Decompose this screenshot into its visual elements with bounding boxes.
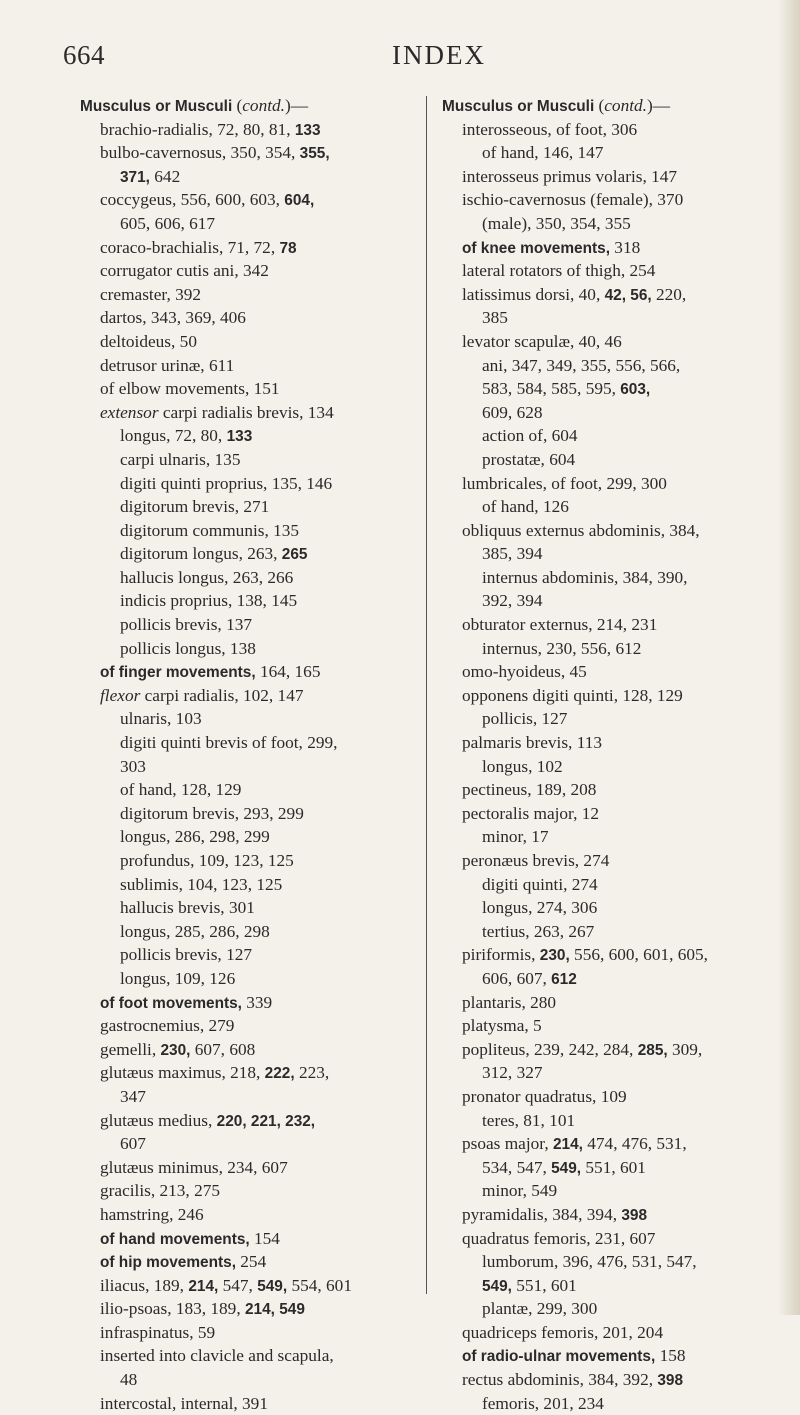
entry-text: lumbricales, of foot, 299, 300 (462, 473, 667, 493)
entry-text: digitorum brevis, 271 (120, 497, 270, 517)
index-entry (442, 1038, 772, 1062)
page-header (0, 40, 800, 80)
index-entry (80, 424, 410, 448)
entry-text: plantæ, 299, 300 (482, 1299, 598, 1319)
entry-text: levator scapulæ, 40, 46 (462, 331, 622, 351)
index-entry (80, 1392, 410, 1415)
entry-text: popliteus, 239, 242, 284, (462, 1039, 638, 1059)
entry-text: carpi radialis, 102, 147 (140, 685, 304, 705)
index-entry (80, 1368, 410, 1392)
index-entry (442, 472, 772, 496)
index-entry (442, 1014, 772, 1038)
entry-text: 556, 600, 601, 605, (569, 945, 708, 965)
entry-text: 612 (551, 970, 577, 988)
index-entry (80, 967, 410, 991)
entry-text: pectineus, 189, 208 (462, 780, 597, 800)
entry-text: longus, 274, 306 (482, 898, 598, 918)
entry-text: 285, (637, 1041, 668, 1059)
entry-text: peronæus brevis, 274 (462, 851, 610, 870)
entry-text: 607 (120, 1134, 146, 1154)
entry-text: hallucis longus, 263, 266 (120, 567, 294, 587)
index-entry (80, 330, 410, 354)
index-entry (80, 660, 410, 684)
index-entry (80, 707, 410, 731)
entry-text: 158 (655, 1346, 686, 1366)
index-entry (442, 212, 772, 236)
index-entry (442, 448, 772, 472)
entry-text: internus abdominis, 384, 390, (482, 567, 688, 587)
index-entry (442, 1297, 772, 1321)
index-entry (80, 920, 410, 944)
index-entry (442, 1109, 772, 1133)
entry-text: sublimis, 104, 123, 125 (120, 874, 283, 894)
entry-text: carpi ulnaris, 135 (120, 449, 241, 469)
entry-text: gemelli, (100, 1039, 161, 1059)
index-entry (442, 637, 772, 661)
entry-text: longus, 285, 286, 298 (120, 921, 270, 941)
entry-text: prostatæ, 604 (482, 449, 576, 469)
entry-text: 474, 476, 531, (582, 1134, 687, 1154)
entry-text: of foot movements, (100, 994, 242, 1012)
entry-text: 347 (120, 1086, 146, 1106)
entry-text: 385, 394 (482, 544, 543, 564)
entry-text: contd. (242, 96, 285, 115)
entry-text: latissimus dorsi, 40, (462, 284, 605, 304)
entry-text: ischio-cavernosus (female), 370 (462, 190, 684, 210)
entry-text: brachio-radialis, 72, 80, 81, (100, 119, 295, 139)
index-entry (442, 589, 772, 613)
index-entry (80, 1061, 410, 1085)
page-title: INDEX (392, 40, 486, 70)
entry-text: Musculus or Musculi (80, 98, 237, 115)
entry-text: 609, 628 (482, 402, 543, 422)
entry-text: 164, 165 (255, 662, 321, 682)
entry-text: of hip movements, (100, 1254, 236, 1272)
index-entry (442, 873, 772, 897)
index-entry (442, 613, 772, 637)
entry-text: platysma, 5 (462, 1016, 542, 1036)
entry-text: femoris, 201, 234 (482, 1393, 604, 1413)
entry-text: 385 (482, 308, 508, 328)
index-entry (80, 589, 410, 613)
index-entry (80, 849, 410, 873)
entry-text: 214, (188, 1277, 219, 1295)
index-entry (442, 660, 772, 684)
entry-text: glutæus maximus, 218, (100, 1063, 265, 1083)
index-entry (442, 330, 772, 354)
index-entry (80, 472, 410, 496)
entry-text: )— (284, 96, 309, 115)
index-entry (80, 1321, 410, 1345)
index-entry (80, 354, 410, 378)
entry-text: hamstring, 246 (100, 1204, 204, 1224)
entry-text: 265 (281, 546, 308, 564)
entry-text: 230, (160, 1041, 191, 1059)
entry-text: of hand, 146, 147 (482, 143, 604, 163)
index-entry (80, 1014, 410, 1038)
index-entry (442, 731, 772, 755)
entry-text: pollicis, 127 (482, 709, 568, 729)
index-entry (442, 495, 772, 519)
index-entry (80, 731, 410, 755)
entry-text: 230, (539, 947, 570, 965)
entry-text: glutæus minimus, 234, 607 (100, 1157, 288, 1177)
index-entry (442, 283, 772, 307)
entry-text: of hand, 128, 129 (120, 780, 242, 800)
entry-text: bulbo-cavernosus, 350, 354, (100, 143, 300, 163)
index-entry (80, 495, 410, 519)
entry-text: 549, (551, 1159, 582, 1177)
entry-text: ani, 347, 349, 355, 556, 566, (482, 355, 681, 375)
index-entry (442, 920, 772, 944)
index-entry (442, 118, 772, 142)
index-entry (442, 1179, 772, 1203)
entry-text: of hand movements, (100, 1230, 250, 1248)
entry-text: opponens digiti quinti, 128, 129 (462, 685, 683, 705)
index-entry (80, 1203, 410, 1227)
index-entry (80, 1297, 410, 1321)
entry-text: plantaris, 280 (462, 992, 557, 1012)
index-entry (442, 236, 772, 260)
entry-text: 254 (235, 1252, 267, 1272)
entry-text: 133 (226, 428, 253, 446)
entry-text: coccygeus, 556, 600, 603, (100, 190, 285, 210)
entry-text: ilio-psoas, 183, 189, (100, 1299, 245, 1319)
entry-text: 605, 606, 617 (120, 213, 216, 233)
entry-text: longus, 102 (482, 756, 563, 776)
entry-text: 604, (284, 192, 315, 210)
entry-text: 42, 56, (604, 286, 652, 304)
entry-text: digitorum brevis, 293, 299 (120, 803, 304, 823)
entry-text: carpi radialis brevis, 134 (158, 402, 334, 422)
entry-text: psoas major, (462, 1134, 553, 1154)
entry-text: )— (646, 96, 671, 115)
entry-text: digitorum communis, 135 (120, 520, 300, 540)
index-entry (442, 1061, 772, 1085)
entry-text: inserted into clavicle and scapula, (100, 1346, 334, 1366)
index-entry (80, 401, 410, 425)
index-entry (442, 1368, 772, 1392)
index-entry (80, 943, 410, 967)
entry-text: 603, (620, 381, 651, 399)
entry-text: coraco-brachialis, 71, 72, (100, 237, 280, 257)
entry-text: 222, (264, 1065, 295, 1083)
index-entry (442, 377, 772, 401)
entry-text: 583, 584, 585, 595, (482, 379, 621, 399)
index-entry (442, 542, 772, 566)
index-entry (442, 1156, 772, 1180)
entry-text: of radio-ulnar movements, (462, 1348, 656, 1366)
index-entry (80, 1274, 410, 1298)
index-entry (80, 566, 410, 590)
entry-text: 303 (120, 756, 146, 776)
entry-text: digiti quinti proprius, 135, 146 (120, 473, 333, 493)
index-entry (80, 141, 410, 165)
entry-text: 133 (294, 121, 321, 139)
index-entry (442, 778, 772, 802)
entry-text: 392, 394 (482, 591, 543, 611)
index-entry (442, 1274, 772, 1298)
entry-text: 371, (120, 168, 150, 186)
entry-text: profundus, 109, 123, 125 (120, 851, 294, 870)
entry-text: minor, 17 (482, 827, 549, 847)
index-entry (80, 637, 410, 661)
index-entry (442, 707, 772, 731)
index-entry (442, 1132, 772, 1156)
index-entry (442, 401, 772, 425)
entry-text: of elbow movements, 151 (100, 379, 280, 399)
index-entry (80, 825, 410, 849)
entry-text: 220, 221, 232, (216, 1112, 316, 1130)
entry-text: ( (598, 96, 605, 115)
entry-text: action of, 604 (482, 426, 578, 446)
entry-text: obliquus externus abdominis, 384, (462, 520, 700, 540)
entry-text: 547, (218, 1275, 258, 1295)
index-entry (442, 755, 772, 779)
entry-text: 549, (482, 1277, 512, 1295)
entry-text: longus, 72, 80, (120, 426, 227, 446)
entry-text: contd. (604, 96, 647, 115)
index-entry (80, 1250, 410, 1274)
index-entry (80, 1132, 410, 1156)
index-entry (442, 991, 772, 1015)
index-entry (442, 188, 772, 212)
index-entry (80, 613, 410, 637)
entry-text: deltoideus, 50 (100, 331, 197, 351)
entry-text: glutæus medius, (100, 1110, 217, 1130)
entry-text: digitorum longus, 263, (120, 544, 282, 564)
entry-text: dartos, 343, 369, 406 (100, 308, 246, 328)
entry-text: infraspinatus, 59 (100, 1322, 216, 1342)
entry-text: pectoralis major, 12 (462, 803, 600, 823)
index-entry (442, 1344, 772, 1368)
entry-text: 398 (621, 1206, 648, 1224)
entry-text: corrugator cutis ani, 342 (100, 261, 269, 281)
entry-text: longus, 286, 298, 299 (120, 827, 270, 847)
entry-text: omo-hyoideus, 45 (462, 662, 587, 682)
entry-text: 549, (257, 1277, 288, 1295)
entry-text: palmaris brevis, 113 (462, 733, 602, 753)
entry-text: 339 (241, 992, 273, 1012)
entry-text: pollicis brevis, 137 (120, 615, 252, 635)
entry-text: pronator quadratus, 109 (462, 1086, 627, 1106)
entry-text: longus, 109, 126 (120, 968, 236, 988)
entry-text: (male), 350, 354, 355 (482, 213, 631, 233)
index-entry (80, 1227, 410, 1251)
entry-text: flexor (100, 685, 141, 705)
entry-text: 551, 601 (511, 1275, 577, 1295)
index-entry (80, 778, 410, 802)
index-entry (80, 1156, 410, 1180)
index-entry (442, 1392, 772, 1415)
entry-text: lateral rotators of thigh, 254 (462, 261, 656, 281)
index-entry (442, 943, 772, 967)
entry-text: lumborum, 396, 476, 531, 547, (482, 1252, 697, 1272)
page-number: 664 (63, 40, 105, 70)
entry-text: pollicis longus, 138 (120, 638, 256, 658)
index-entry (80, 188, 410, 212)
index-column-left (80, 94, 410, 1415)
entry-text: hallucis brevis, 301 (120, 898, 255, 918)
index-entry (442, 684, 772, 708)
entry-text: 607, 608 (190, 1039, 256, 1059)
index-entry (80, 118, 410, 142)
entry-text: iliacus, 189, (100, 1275, 189, 1295)
index-entry (80, 684, 410, 708)
index-entry (442, 802, 772, 826)
entry-text: 355, (299, 145, 330, 163)
index-entry (80, 165, 410, 189)
entry-text: extensor (100, 402, 159, 422)
index-entry (80, 896, 410, 920)
index-heading (80, 94, 410, 118)
entry-text: 223, (294, 1063, 330, 1083)
entry-text: interosseus primus volaris, 147 (462, 166, 678, 186)
index-entry (442, 141, 772, 165)
index-entry (442, 1250, 772, 1274)
index-entry (442, 1321, 772, 1345)
column-divider (426, 96, 427, 1294)
entry-text: gracilis, 213, 275 (100, 1181, 220, 1201)
entry-text: 48 (120, 1370, 138, 1390)
entry-text: cremaster, 392 (100, 284, 202, 304)
index-entry (80, 448, 410, 472)
entry-text: 534, 547, (482, 1157, 552, 1177)
entry-text: 318 (609, 237, 641, 257)
index-entry (80, 755, 410, 779)
index-entry (80, 873, 410, 897)
entry-text: ulnaris, 103 (120, 709, 202, 729)
entry-text: gastrocnemius, 279 (100, 1016, 235, 1036)
entry-text: pyramidalis, 384, 394, (462, 1204, 622, 1224)
index-entry (80, 1179, 410, 1203)
index-entry (442, 825, 772, 849)
index-entry (442, 1203, 772, 1227)
entry-text: 312, 327 (482, 1063, 543, 1083)
entry-text: piriformis, (462, 945, 540, 965)
index-entry (442, 424, 772, 448)
entry-text: pollicis brevis, 127 (120, 945, 252, 965)
entry-text: tertius, 263, 267 (482, 921, 595, 941)
index-entry (442, 306, 772, 330)
index-entry (80, 283, 410, 307)
index-entry (80, 259, 410, 283)
entry-text: rectus abdominis, 384, 392, (462, 1370, 658, 1390)
index-entry (80, 1109, 410, 1133)
index-entry (80, 542, 410, 566)
index-entry (80, 519, 410, 543)
entry-text: Musculus or Musculi (442, 98, 599, 115)
entry-text: 214, (552, 1136, 583, 1154)
entry-text: digiti quinti brevis of foot, 299, (120, 733, 338, 753)
entry-text: quadratus femoris, 231, 607 (462, 1228, 656, 1248)
index-entry (442, 896, 772, 920)
entry-text: teres, 81, 101 (482, 1110, 576, 1130)
entry-text: interosseous, of foot, 306 (462, 119, 638, 139)
entry-text: 78 (279, 239, 297, 257)
entry-text: 214, 549 (244, 1301, 305, 1319)
index-entry (442, 165, 772, 189)
index-entry (442, 967, 772, 991)
entry-text: intercostal, internal, 391 (100, 1393, 268, 1413)
index-entry (80, 1085, 410, 1109)
index-entry (80, 212, 410, 236)
entry-text: of finger movements, (100, 664, 256, 682)
entry-text: internus, 230, 556, 612 (482, 638, 642, 658)
entry-text: minor, 549 (482, 1181, 558, 1201)
entry-text: detrusor urinæ, 611 (100, 355, 235, 375)
index-entry (80, 1344, 410, 1368)
index-entry (80, 377, 410, 401)
entry-text: 642 (149, 166, 181, 186)
entry-text: 554, 601 (287, 1275, 352, 1295)
index-entry (442, 1227, 772, 1251)
entry-text: obturator externus, 214, 231 (462, 615, 658, 635)
page-edge-shadow (778, 0, 800, 1315)
index-entry (80, 802, 410, 826)
index-heading (442, 94, 772, 118)
entry-text: ( (236, 96, 243, 115)
entry-text: 154 (249, 1228, 280, 1248)
index-entry (442, 519, 772, 543)
index-column-right (442, 94, 772, 1415)
index-entry (80, 1038, 410, 1062)
index-entry (442, 849, 772, 873)
index-entry (442, 1085, 772, 1109)
index-entry (442, 354, 772, 378)
entry-text: of knee movements, (462, 239, 610, 257)
entry-text: quadriceps femoris, 201, 204 (462, 1322, 664, 1342)
entry-text: 220, (651, 284, 687, 304)
entry-text: indicis proprius, 138, 145 (120, 591, 298, 611)
entry-text: 551, 601 (581, 1157, 646, 1177)
index-entry (442, 566, 772, 590)
entry-text: of hand, 126 (482, 497, 569, 517)
index-entry (80, 991, 410, 1015)
index-entry (80, 236, 410, 260)
entry-text: 398 (657, 1372, 684, 1390)
entry-text: 309, (667, 1039, 703, 1059)
index-entry (442, 259, 772, 283)
entry-text: 606, 607, (482, 968, 552, 988)
index-entry (80, 306, 410, 330)
entry-text: digiti quinti, 274 (482, 874, 598, 894)
